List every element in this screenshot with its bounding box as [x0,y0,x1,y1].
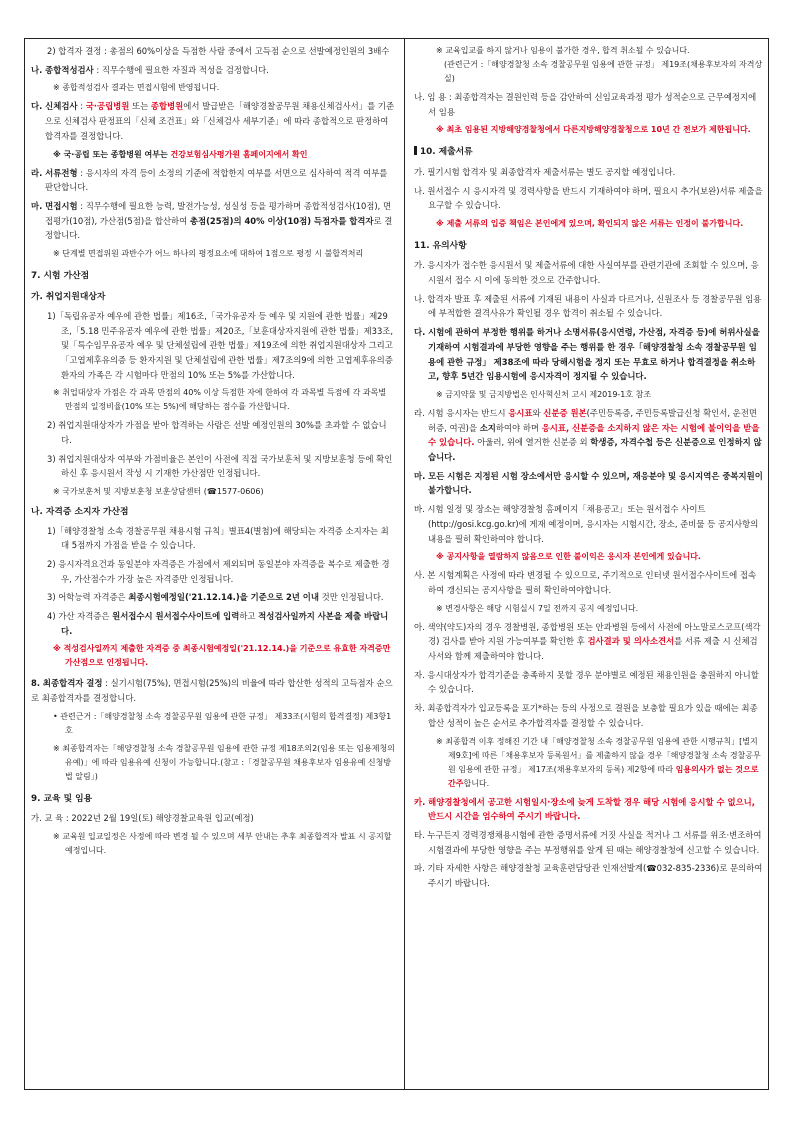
notice-cha: 차. 최종합격자가 입교등록을 포기*하는 등의 사정으로 결원을 보충할 필요가 있을 때에는 최종합산 성적이 높은 순서로 추가합격자를 결정할 수 있습니다. [414,703,758,728]
final-pass-decision: 8. 최종합격자 결정 : 실기시험(75%), 면접시험(25%)의 비율에 따라 합산한 성적의 고득점자 순으로 최종합격자를 결정합니다. [31,678,393,704]
certificate-red-note: ※ 적성검사일까지 제출한 자격증 중 최종시험예정일('21.12.14.)을 기준으로 유효한 자격증만 가산점으로 인정됩니다. [53,644,391,668]
employment-support-2: 2) 취업지원대상자가 가점을 받아 합격하는 사람은 선발 예정인원의 30%를 초과할 수 없습니다. [47,420,387,446]
employment-support-note: ※ 취업대상자 가점은 각 과목 만점의 40% 이상 득점한 자에 한하여 각 과목별 득점에 각 과목별 만점의 일정비율(10% 또는 5%)에 해당하는 점수를 가산합니다. [53,388,387,412]
employment-support-3: 3) 취업지원대상자 여부와 가점비율은 본인이 사전에 직접 국가보훈처 및 지방보훈청 등에 확인하신 후 응시원서 작성 시 기재한 가산점만 인정됩니다. [47,453,393,479]
notice-ba-red: ※ 공지사항을 열람하지 않음으로 인한 불이익은 응시자 본인에게 있습니다. [436,552,701,562]
section-9-title: 9. 교육 및 임용 [31,793,93,804]
document-screening: 라. 서류전형 : 응시자의 자격 등이 소정의 기준에 적합한지 여부를 서면으로 심사하여 적격 여부를 판단합니다. [31,167,388,193]
certificate-2: 2) 응시자격요건과 동일분야 자격증은 가점에서 제외되며 동일분야 자격증을 복수로 제출한 경우, 가산점수가 가장 높은 자격증만 인정됩니다. [47,558,390,584]
interview-exam: 마. 면접시험 : 직무수행에 필요한 능력, 발전가능성, 성실성 등을 평가하며 종합적성검사(10점), 면접평가(10점), 가산점(5점)을 합산하여 총점(25점)의 40% 이상(10점) 득점자를 합격자로 결정합니다. [31,200,393,241]
physical-exam: 다. 신체검사 : 국·공립병원 또는 종합병원에서 발급받은「해양경찰공무원 채용신체검사서」를 기준으로 신체검사 판정표의「신체 조건표」와「신체검사 세부기준」에 따라 종합적으로 판정하여 합격자를 결정합니다. [31,101,395,141]
deferral-note: ※ 최종합격자는「해양경찰청 소속 경찰공무원 임용에 관한 규정 제18조의2(임용 또는 임용제청의 유예)」에 따라 임용유예 신청이 가능합니다.(참고 :「경찰공무원 채용후보자 임용유예 신청방법 알림」) [53,743,395,781]
appointment: 나. 임 용 : 최종합격자는 결원인력 등을 감안하여 신임교육과정 평가 성적순으로 근무예정지에서 임용 [414,92,757,117]
docs-ga: 가. 필기시험 합격자 및 최종합격자 제출서류는 별도 공지할 예정입니다. [414,166,676,177]
notice-ka: 카. 해양경찰청에서 공고한 시험일시·장소에 늦게 도착할 경우 해당 시험에 응시할 수 없으니, 반드시 시간을 엄수하여 주시기 바랍니다. [414,796,755,822]
employment-support-heading: 가. 취업지원대상자 [31,292,106,303]
column-divider [404,38,405,1090]
certificate-1: 1)「해양경찰청 소속 경찰공무원 채용시험 규칙」별표4(별첨)에 해당되는 자격증 소지자는 최대 5점까지 가점을 받을 수 있습니다. [47,525,389,551]
aptitude-note: ※ 종합적성검사 결과는 면접시험에 반영됩니다. [53,83,220,93]
final-pass-basis: • 관련근거 :「해양경찰청 소속 경찰공무원 임용에 관한 규정」 제33조(시험의 합격결정) 제3항1호 [53,711,392,735]
certificate-4: 4) 가산 자격증은 원서접수시 원서접수사이트에 입력하고 적성검사일까지 사본을 제출 바랍니다. [47,611,389,636]
aptitude-test: 나. 종합적성검사 : 직무수행에 필요한 자질과 적성을 검정합니다. [31,64,269,75]
notice-da-note: ※ 금지약물 및 금지방법은 인사혁신처 고시 제2019-1호 참조 [436,389,652,399]
notice-da: 다. 시험에 관하여 부정한 행위를 하거나 소명서류(응시연령, 가산점, 자격증 등)에 허위사실을 기재하여 시험결과에 부당한 영향을 주는 행위를 한 경우「해양경찰청 소속 경찰공무원 임용에 관한 규정」 제38조에 따라 당해시험을 정지 또는 무효로 하거나 합격결정을 취소하고, 향후 5년간 임용시험에 응시자격이 정지될 수 있습니다. [414,327,760,382]
section-10-title: 10. 제출서류 [414,145,764,160]
notice-ga: 가. 응시자가 접수한 응시원서 및 제출서류에 대한 사실여부를 관련기관에 조회할 수 있으며, 응시원서 접수 시 이에 동의한 것으로 간주합니다. [414,260,759,285]
education-date: 가. 교 육 : 2022년 2월 19일(토) 해양경찰교육원 입교(예정) [31,813,254,824]
section-7-title: 7. 시험 가산점 [31,271,90,282]
notice-na: 나. 합격자 발표 후 제출된 서류에 기재된 내용이 사실과 다르거나, 신원조사 등 경찰공무원 임용에 부적합한 결격사유가 확인될 경우 합격이 취소될 수 있습니다. [414,293,762,319]
notice-ta: 타. 누구든지 경력경쟁채용시험에 관한 증명서류에 거짓 사실을 적거나 그 서류를 위조·변조하여 시험결과에 부당한 영향을 주는 부정행위를 알게 된 때는 해양경찰청에 신고할 수 있습니다. [414,829,762,855]
notice-cha-note: ※ 최종합격 이후 정해진 기간 내「해양경찰청 소속 경찰공무원 임용에 관한 시행규칙」[별지 제9호]에 따른「채용후보자 등록원서」를 제출하지 않을 경우「해양경찰청 소속 경찰공무원 임용에 관한 규정」 제17조(채용후보자의 등록) 제2항에 따라 임용의사가 없는 것으로 간주합니다. [436,736,761,788]
docs-na: 나. 원서접수 시 응시자격 및 경력사항을 반드시 기재하여야 하며, 필요시 추가(보완)서류 제출을 요구할 수 있습니다. [414,185,763,211]
veterans-center-note: ※ 국가보훈처 및 지방보훈청 보훈상담센터 (☎1577-0606) [53,487,264,497]
section-11-title: 11. 유의사항 [414,240,467,251]
notice-ba: 바. 시험 일정 및 장소는 해양경찰청 홈페이지「채용공고」또는 원서접수 사이트(http://gosi.kcg.go.kr)에 게재 예정이며, 응시자는 시험시간, 장소, 준비물 등 공지사항의 내용을 필히 확인하여야 합니다. [414,504,759,544]
interview-note: ※ 단계별 면접위원 과반수가 어느 하나의 평정요소에 대하여 1점으로 평정 시 불합격처리 [53,249,364,259]
notice-sa-note: ※ 변경사항은 해당 시험실시 7일 전까지 공지 예정입니다. [436,603,639,613]
notice-sa: 사. 본 시험계획은 사정에 따라 변경될 수 있으므로, 주기적으로 인터넷 원서접수사이트에 접속하여 갱신되는 공지사항을 필히 확인하여야합니다. [414,570,757,595]
notice-ma: 마. 모든 시험은 지정된 시험 장소에서만 응시할 수 있으며, 재응분야 및 응시지역은 중복지원이 불가합니다. [414,470,763,496]
employment-support-1: 1)「독립유공자 예우에 관한 법률」제16조,「국가유공자 등 예우 및 지원에 관한 법률」제29조,「5.18 민주유공자 예우에 관한 법률」제20조,「보훈대상자지원에 관한 법률」제33조, 및「특수임무유공자 예우 및 단체설립에 관한 법률」제19조에 의한 취업지원대상자 그리고「고엽제후유의증 등 환자지원 및 단체설립에 관한 법률」제7조의9에 의한 고엽제후유의증 환자의 가족은 각 시험마다 만점의 10% 또는 5%를 가산합니다. [47,310,394,380]
notice-a: 아. 색약(약도)자의 경우 경찰병원, 종합병원 또는 안과병원 등에서 사전에 아노말로스코프(색각경) 검사를 받아 지원 가능여부를 확인한 후 검사결과 및 의사소견서를 서류 제출 시 신체검사서와 함께 제출하여야 합니다. [414,621,761,662]
education-note: ※ 교육원 입교일정은 사정에 따라 변경 될 수 있으며 세부 안내는 추후 최종합격자 발표 시 공지할 예정입니다. [53,831,392,855]
right-column [414,44,764,895]
pass-criteria: 2) 합격자 결정 : 총점의 60%이상을 득점한 사람 중에서 고득점 순으로 선발예정인원의 3배수 [47,46,390,56]
left-column [31,44,395,862]
transfer-restriction: ※ 최초 임용된 지방해양경찰청에서 다른지방해양경찰청으로 10년 간 전보가 제한됩니다. [436,125,751,135]
certificate-heading: 나. 자격증 소지자 가산점 [31,507,129,518]
docs-red-note: ※ 제출 서류의 입증 책임은 본인에게 있으며, 확인되지 않은 서류는 인정이 불가합니다. [436,218,744,228]
notice-pa: 파. 기타 자세한 사항은 해양경찰청 교육훈련담당관 인재선발계(☎032-835-2336)로 문의하여 주시기 바랍니다. [414,863,763,889]
notice-ra: 라. 시험 응시자는 반드시 응시표와 신분증 원본(주민등록증, 주민등록발급신청 확인서, 운전면허증, 여권)을 소지하여야 하며 응시표, 신분증을 소지하지 않은 자는 시험에 불이익을 받을 수 있습니다. 아울러, 위에 열거한 신분증 외 학생증, 자격수첩 등은 신분증으로 인정하지 않습니다. [414,407,762,463]
physical-exam-note: ※ 국·공립 또는 종합병원 여부는 건강보험심사평가원 홈페이지에서 확인 [53,149,308,159]
notice-ja: 자. 응시대상자가 합격기준을 충족하지 못할 경우 분야별로 예정된 채용인원을 충원하지 아니할 수 있습니다. [414,669,759,695]
cancel-basis: (관련근거 :「해양경찰청 소속 경찰공무원 임용에 관한 규정」 제19조(채용후보자의 자격상실) [444,60,763,83]
certificate-3: 3) 어학능력 자격증은 최종시험예정일('21.12.14.)을 기준으로 2년 이내 것만 인정됩니다. [47,592,384,603]
cancel-note: ※ 교육입교를 하지 않거나 임용이 불가한 경우, 합격 취소될 수 있습니다. [436,46,690,55]
